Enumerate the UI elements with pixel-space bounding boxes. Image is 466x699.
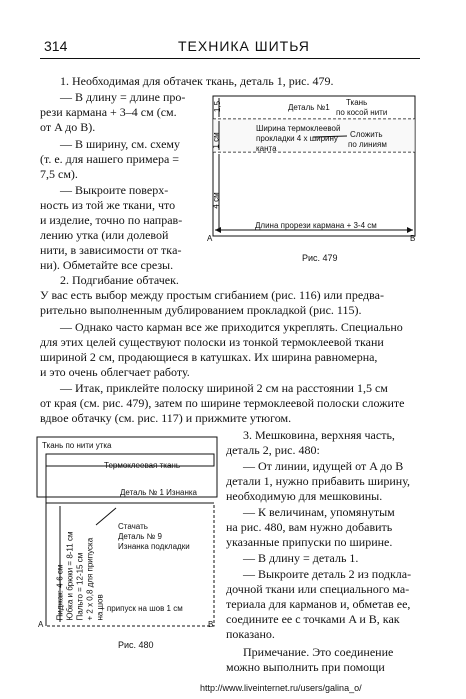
fig480-stitch-2: Деталь № 9 [118, 532, 162, 541]
fig479-point-a: A [207, 234, 213, 243]
fig480-seam: + припуск на шов 1 см [100, 604, 183, 613]
text-line: — Выкроите поверх- [60, 183, 169, 197]
footer-url: http://www.liveinternet.ru/users/galina_o/ [200, 683, 362, 693]
text-line: и это очень облегчает работу. [40, 365, 190, 379]
fig479-point-b: B [410, 234, 416, 243]
fig479-arrow-right [407, 227, 413, 233]
fig480-v5: на шов [95, 594, 105, 621]
text-line: необходимую для мешковины. [226, 489, 383, 503]
fig480-caption: Рис. 480 [118, 640, 154, 650]
fig480-interfacing-label: Термоклеевая ткань [104, 461, 180, 470]
text-line: вдвое обтачку (см. рис. 117) и прижмите утюгом. [40, 411, 292, 425]
fig480-v1: Пиджак: 4-6 см [55, 564, 65, 621]
fig479-caption: Рис. 479 [302, 253, 338, 263]
fig479-bias: по косой нити [336, 108, 388, 117]
header-rule [40, 58, 420, 59]
fig480-stitch-3: Изнанка подкладки [118, 542, 190, 551]
text-line: можно выполнить при помощи [226, 660, 385, 674]
text-line: для этих целей существуют полоски из тонкой термоклеевой ткани [40, 335, 384, 349]
text-line: рези кармана + 3–4 см (см. [40, 105, 177, 119]
para-3-heading: 3. Мешковина, верхняя часть, [243, 428, 395, 442]
text-line: и изделие, точно по направ- [40, 213, 183, 227]
fig479-outline [213, 96, 415, 236]
text-line: — Выкроите деталь 2 из подкла- [243, 567, 412, 581]
text-line: — В длину = деталь 1. [243, 551, 359, 565]
para-1-heading: 1. Необходимая для обтачек ткань, деталь 1, рис. 479. [60, 74, 334, 88]
text-line: соедините ее с точками A и B, как [226, 612, 400, 626]
fig480-point-b: B [208, 620, 214, 629]
text-line: 7,5 см). [40, 167, 78, 181]
text-line: — Однако часто карман все же приходится укреплять. Специально [60, 320, 403, 334]
fig479-strip-2: прокладки 4 х ширину [256, 134, 338, 143]
fig479-fold-2: по линиям [348, 140, 387, 149]
fig479-fold-1: Сложить [350, 130, 383, 139]
text-line: ни). Обметайте все срезы. [40, 258, 174, 272]
fig480-v2: Юбка и брюки = 8-11 см [65, 531, 75, 621]
fig479-length: Длина прорези кармана + 3-4 см [255, 221, 377, 230]
fig479-margin-1cm: 1 см [211, 132, 221, 149]
fig479-fabric: Ткань [346, 98, 368, 107]
text-line: териала для карманов и, обметав ее, [226, 597, 411, 611]
fig479-arrow-left [215, 227, 221, 233]
text-line: — В ширину, см. схему [60, 137, 181, 151]
text-line: на рис. 480, вам нужно добавить [226, 520, 393, 534]
fig480-weft: Ткань по нити утка [42, 441, 112, 450]
text-line: — К величинам, упомянутым [243, 505, 395, 519]
fig480-v3: Пальто = 12-15 см [75, 552, 85, 621]
fig479-strip-3: канта [256, 144, 277, 153]
text-line: деталь 2, рис. 480: [226, 443, 320, 457]
text-line: — От линии, идущей от A до B [243, 459, 404, 473]
running-title: ТЕХНИКА ШИТЬЯ [178, 38, 310, 54]
text-line: рительно выполненным дублированием прокладкой (рис. 115). [40, 303, 362, 317]
fig480-stitch-1: Стачать [118, 522, 148, 531]
text-line: показано. [226, 627, 275, 641]
para-2-heading: 2. Подгибание обтачек. [60, 273, 179, 287]
text-line: У вас есть выбор между простым сгибанием (рис. 116) или предва- [40, 288, 384, 302]
fig479-strip-1: Ширина термоклеевой [256, 124, 341, 133]
figure-479 [205, 92, 425, 272]
text-line: от края (см. рис. 479), затем по ширине термоклеевой полоски сложите [40, 396, 405, 410]
fig480-point-a: A [38, 620, 44, 629]
note-line: Примечание. Это соединение [243, 645, 394, 659]
page-number: 314 [44, 38, 68, 54]
fig479-detail: Деталь №1 [288, 103, 330, 112]
text-line: шириной 2 см, продающиеся в катушках. Их ширина равномерна, [40, 350, 378, 364]
text-line: детали 1, нужно прибавить ширину, [226, 474, 411, 488]
text-line: ность из той же ткани, что [40, 198, 176, 212]
fig479-margin-15: 1,5 [213, 100, 223, 113]
text-line: лению утка (или долевой [40, 228, 169, 242]
fig479-margin-4cm: 4 см [211, 192, 221, 209]
text-line: (т. е. для нашего примера = [40, 152, 180, 166]
fig480-detail-1: Деталь № 1 Изнанка [120, 488, 197, 497]
text-line: дочной ткани или специального ма- [226, 582, 410, 596]
text-line: — Итак, приклейте полоску шириной 2 см на расстоянии 1,5 см [60, 381, 388, 395]
text-line: нити, в зависимости от ткa- [40, 243, 182, 257]
text-line: — В длину = длине про- [60, 90, 186, 104]
text-line: указанные припуски по ширине. [226, 535, 393, 549]
fig480-v4: + 2 х 0,8 для припуска [85, 537, 95, 621]
text-line: от A до B). [40, 120, 96, 134]
